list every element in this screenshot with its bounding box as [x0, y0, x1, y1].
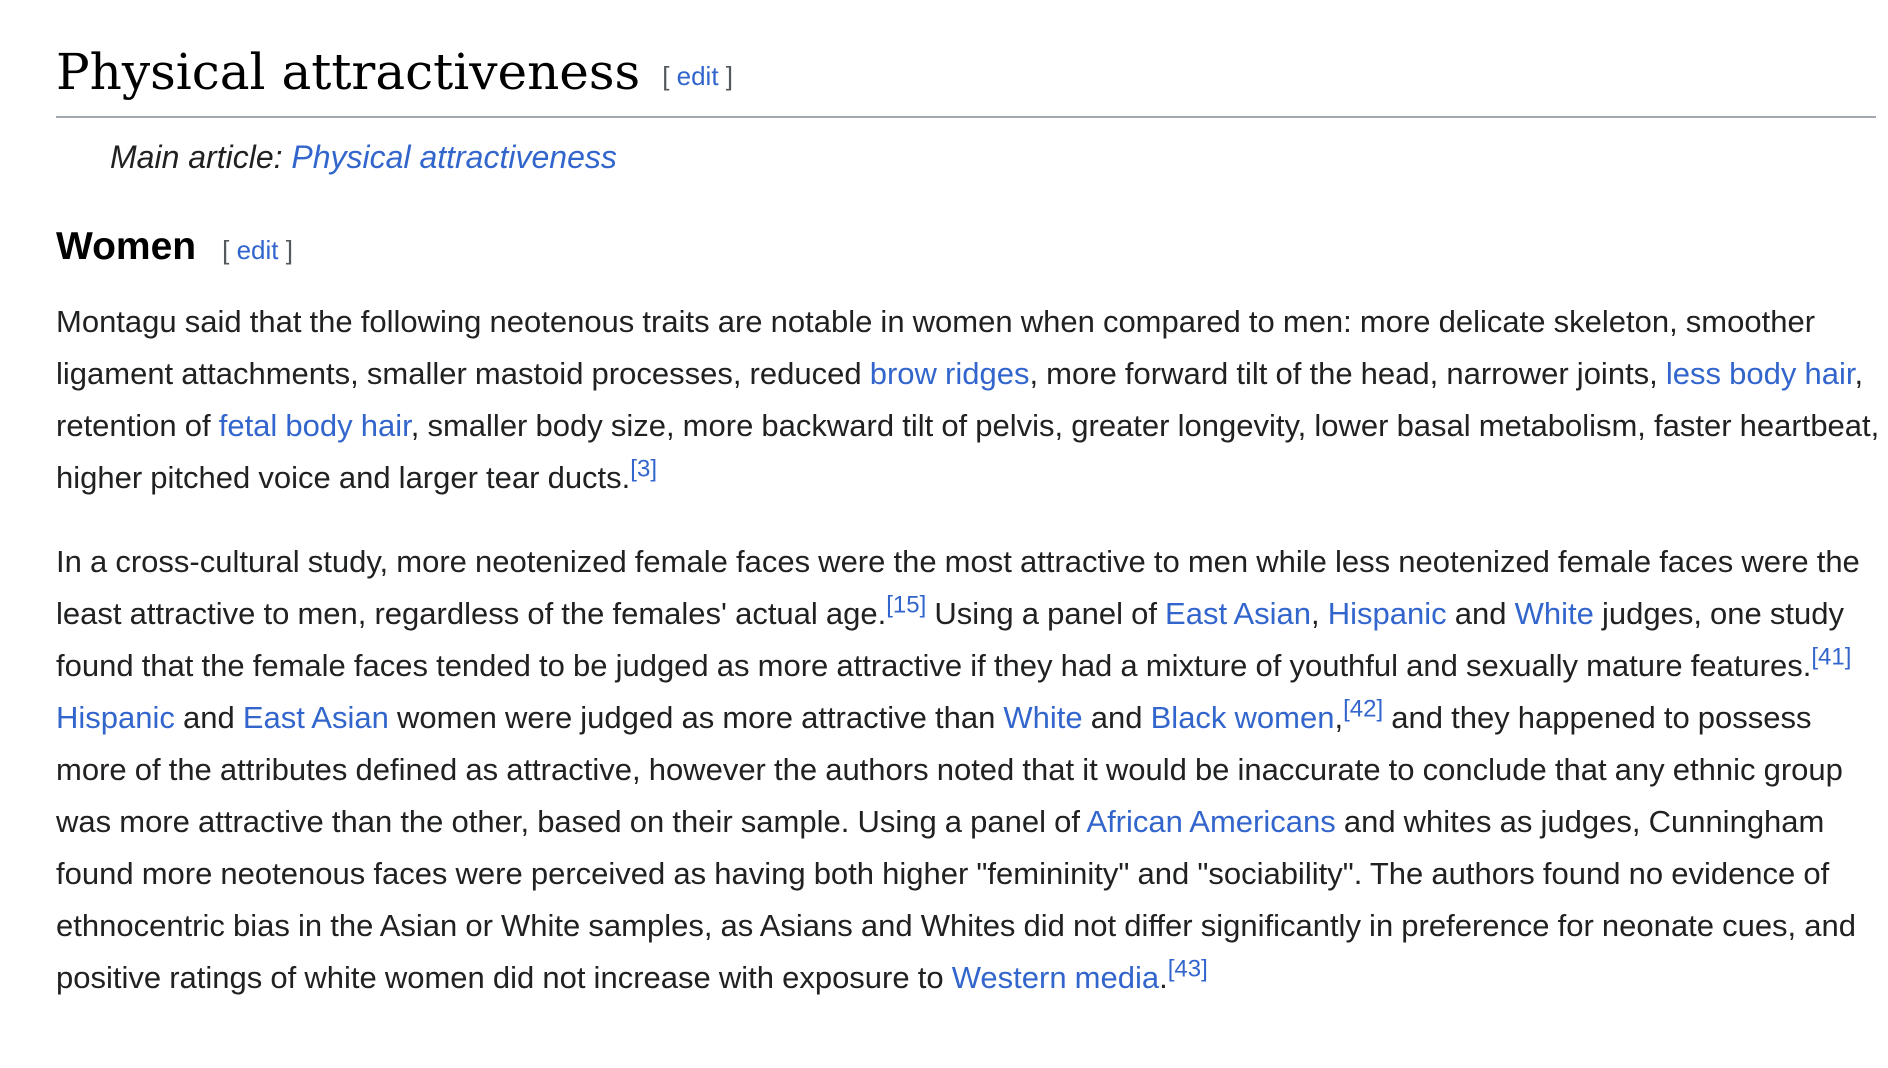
text: , — [1311, 596, 1328, 631]
reference-link[interactable]: [43] — [1167, 955, 1208, 983]
reference-link[interactable]: [15] — [886, 591, 927, 619]
text: In a cross-cultural study, more neotenized female faces were the most attractive to men while less neotenized female faces were the least attractive to men, regardless of the females' actual age. — [56, 544, 1860, 631]
link-white[interactable]: White — [1514, 596, 1594, 631]
reference-41[interactable] — [1811, 644, 1851, 671]
text: and — [174, 700, 243, 735]
reference-link[interactable]: [42] — [1343, 695, 1384, 723]
main-article-link[interactable]: Physical attractiveness — [291, 139, 617, 175]
text: judges, one study found that the female faces tended to be judged as more attractive if they had a mixture of youthful and sexually mature features. — [56, 596, 1844, 683]
subsection-heading — [56, 222, 293, 272]
section-edit-link: [ edit ] — [662, 61, 734, 91]
text: women were judged as more attractive than — [388, 700, 1004, 735]
link-less-body-hair[interactable]: less body hair — [1665, 356, 1855, 391]
edit-link[interactable]: edit — [676, 61, 719, 91]
hatnote — [110, 135, 617, 179]
edit-link[interactable]: edit — [236, 235, 279, 265]
link-black-women[interactable]: Black women — [1150, 700, 1335, 735]
text: , — [1334, 700, 1344, 735]
link-fetal-body-hair[interactable]: fetal body hair — [218, 408, 411, 443]
text: and whites as judges, Cunningham found more neotenous faces were perceived as having both higher "femininity" and "sociability". The authors found no evidence of ethnocentric bias in the Asian or White samples, as Asians and Whites did not differ significantly in preference for neonate cues, and positive ratings of white women did not increase with exposure to — [56, 804, 1857, 995]
reference-link[interactable]: [3] — [630, 455, 657, 483]
text: , more forward tilt of the head, narrower joints, — [1029, 356, 1666, 391]
paragraph-2 — [56, 536, 1886, 1004]
hatnote-prefix: Main article: — [110, 139, 292, 175]
link-western-media[interactable]: Western media — [951, 960, 1160, 995]
text: Montagu said that the following neotenous traits are notable in women when compared to men: more delicate skeleton, smoother ligament attachments, smaller mastoid processes, reduced — [56, 304, 1816, 391]
section-heading — [56, 40, 1876, 118]
reference-link[interactable]: [41] — [1811, 643, 1852, 671]
text: and — [1446, 596, 1515, 631]
link-east-asian[interactable]: East Asian — [1165, 596, 1312, 631]
link-east-asian[interactable]: East Asian — [242, 700, 389, 735]
text: and they happened to possess more of the attributes defined as attractive, however the authors noted that it would be inaccurate to conclude that any ethnic group was more attractive than the other, based on their sample. Using a panel of — [56, 700, 1843, 839]
link-hispanic[interactable]: Hispanic — [56, 700, 175, 735]
link-white[interactable]: White — [1003, 700, 1083, 735]
reference-3[interactable] — [630, 456, 657, 483]
text: , retention of — [56, 356, 1864, 443]
text: and — [1082, 700, 1151, 735]
paragraph-1 — [56, 296, 1886, 504]
subsection-title: Women — [56, 225, 197, 268]
reference-43[interactable] — [1168, 956, 1208, 983]
section-title: Physical attractiveness — [56, 43, 641, 101]
reference-15[interactable] — [886, 592, 926, 619]
text: , smaller body size, more backward tilt of pelvis, greater longevity, lower basal metabolism, faster heartbeat, higher pitched voice and larger tear ducts. — [56, 408, 1880, 495]
reference-42[interactable] — [1343, 696, 1383, 723]
link-african-americans[interactable]: African Americans — [1086, 804, 1336, 839]
link-brow-ridges[interactable]: brow ridges — [869, 356, 1030, 391]
text: Using a panel of — [926, 596, 1166, 631]
text: . — [1159, 960, 1168, 995]
link-hispanic[interactable]: Hispanic — [1327, 596, 1447, 631]
subsection-edit-link: [ edit ] — [222, 235, 293, 265]
